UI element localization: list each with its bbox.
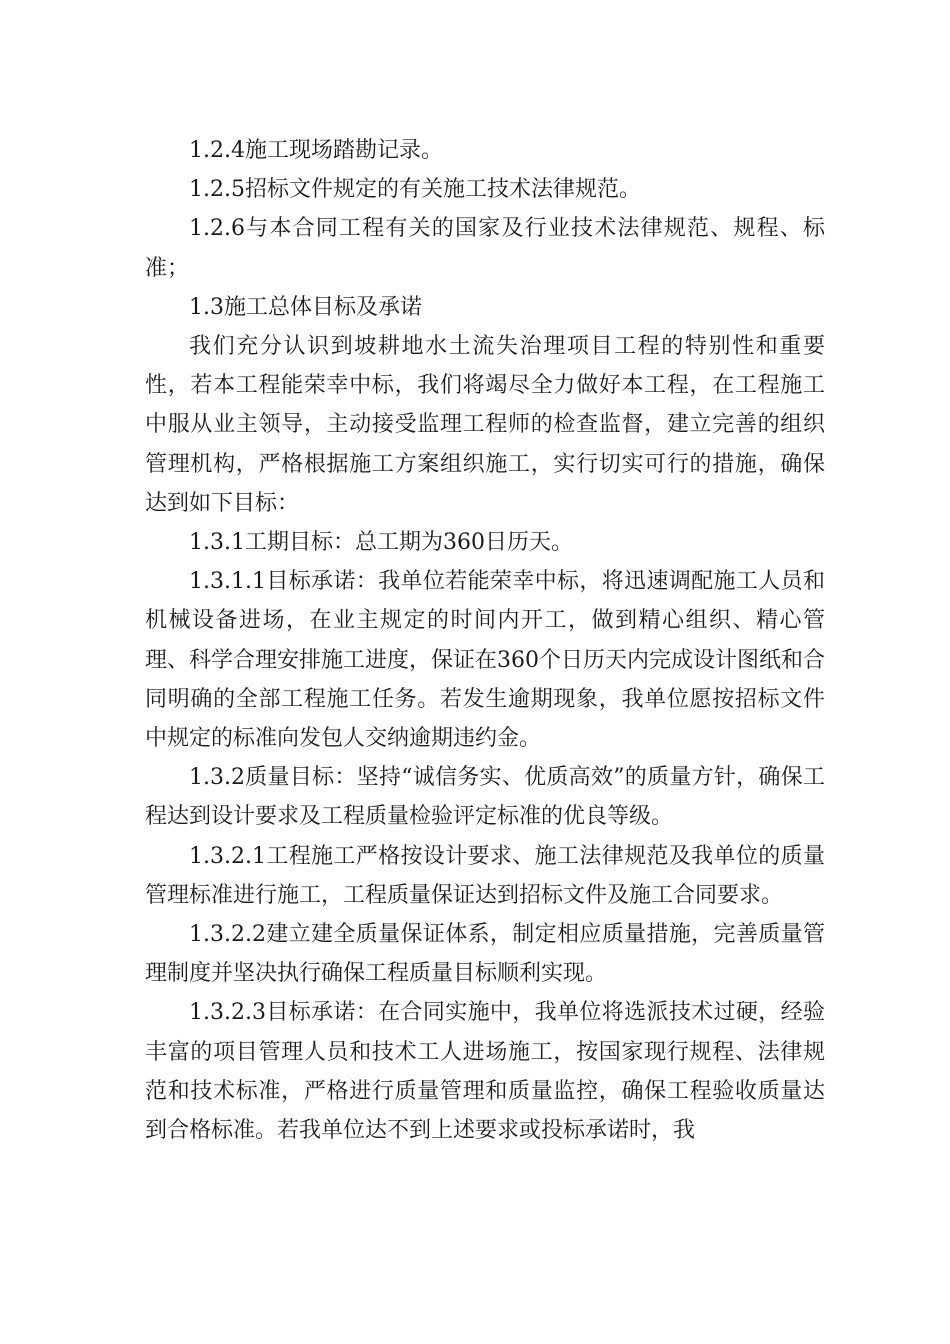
- paragraph-1-3-2-1: 1.3.2.1工程施工严格按设计要求、施工法律规范及我单位的质量管理标准进行施工，工程质量保证达到招标文件及施工合同要求。: [145, 843, 825, 908]
- document-body: [145, 131, 825, 1150]
- paragraph-intro: 我们充分认识到坡耕地水土流失治理项目工程的特别性和重要性，若本工程能荣幸中标，我们将竭尽全力做好本工程，在工程施工中服从业主领导，主动接受监理工程师的检查监督，建立完善的组织管理机构，严格根据施工方案组织施工，实行切实可行的措施，确保达到如下目标：: [145, 334, 825, 516]
- paragraph-1-3-1: 1.3.1工期目标：总工期为360日历天。: [189, 530, 573, 556]
- paragraph-1-2-6: 1.2.6与本合同工程有关的国家及行业技术法律规范、规程、标准；: [145, 216, 825, 281]
- paragraph-1-3-2-2: 1.3.2.2建立建全质量保证体系，制定相应质量措施，完善质量管理制度并坚决执行确保工程质量目标顺利实现。: [145, 922, 825, 987]
- paragraph-1-3-1-1: 1.3.1.1目标承诺：我单位若能荣幸中标，将迅速调配施工人员和机械设备进场，在业主规定的时间内开工，做到精心组织、精心管理、科学合理安排施工进度，保证在360个日历天内完成设计图纸和合同明确的全部工程施工任务。若发生逾期现象，我单位愿按招标文件中规定的标准向发包人交纳逾期违约金。: [145, 569, 825, 752]
- section-heading-1-3: 1.3施工总体目标及承诺: [189, 294, 422, 320]
- paragraph-1-2-4: 1.2.4施工现场踏勘记录。: [189, 138, 443, 163]
- paragraph-1-3-2-3: 1.3.2.3目标承诺：在合同实施中，我单位将选派技术过硬，经验丰富的项目管理人员和技术工人进场施工，按国家现行规程、法律规范和技术标准，严格进行质量管理和质量监控，确保工程验收质量达到合格标准。若我单位达不到上述要求或投标承诺时，我: [145, 1000, 825, 1144]
- paragraph-1-3-2: 1.3.2质量目标：坚持“诚信务实、优质高效”的质量方针，确保工程达到设计要求及工程质量检验评定标准的优良等级。: [145, 765, 825, 830]
- paragraph-1-2-5: 1.2.5招标文件规定的有关施工技术法律规范。: [189, 177, 641, 203]
